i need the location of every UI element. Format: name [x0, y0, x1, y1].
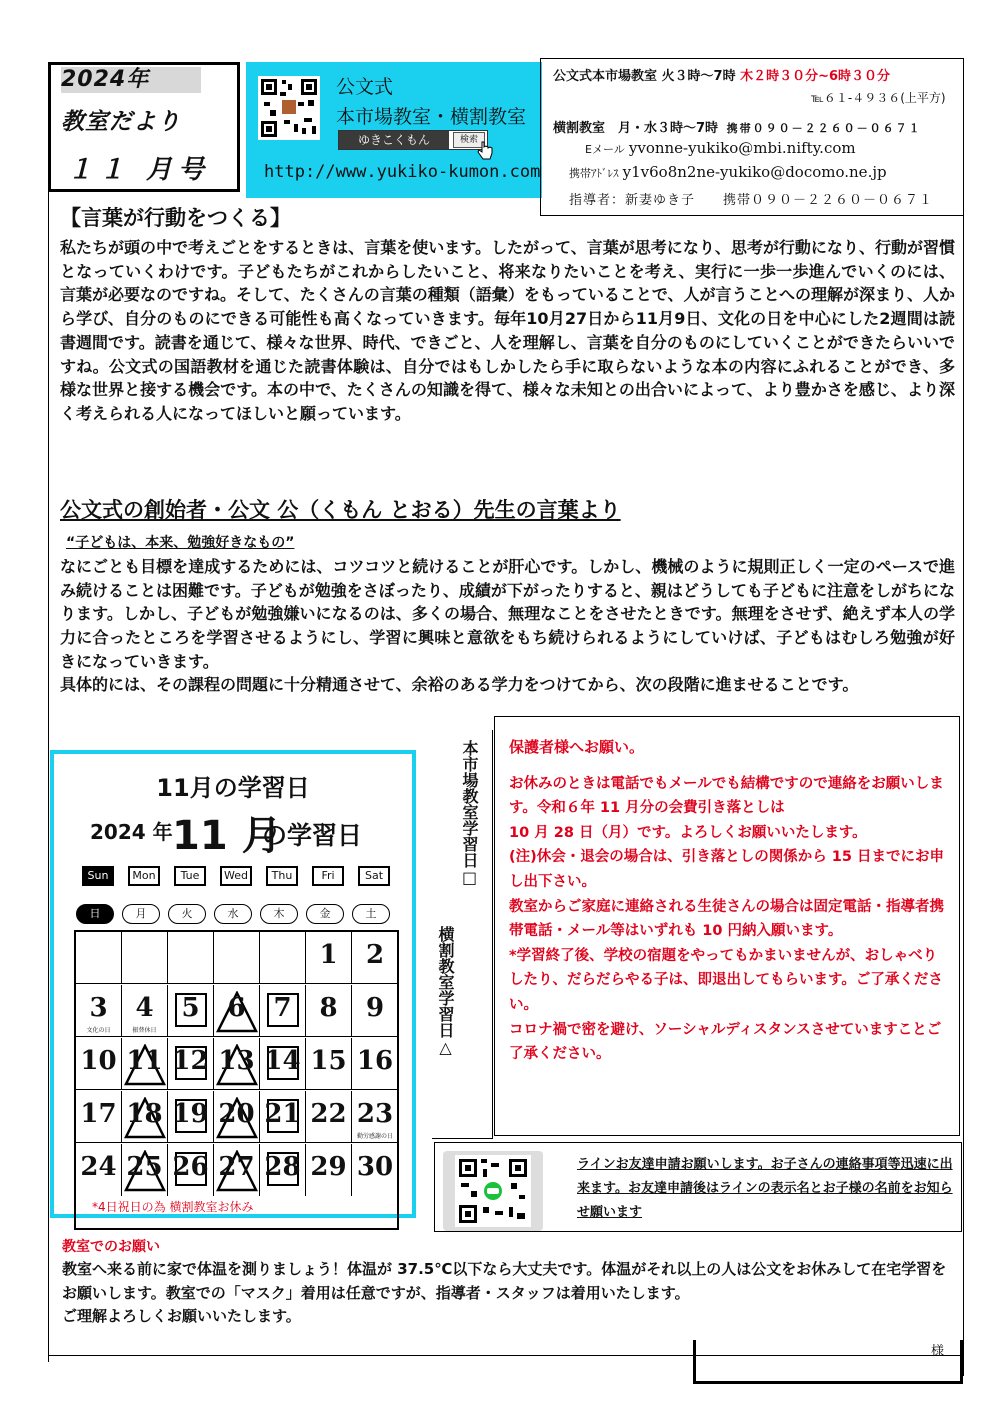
calendar-day-cell — [306, 1091, 352, 1143]
notice-contact-fee: 教室からご家庭に連絡される生徒さんの場合は固定電話・指導者携帯電話・メール等はいずれも 10 円納入願います。 — [509, 898, 944, 940]
calendar-day-number: 20 — [218, 1099, 255, 1129]
calendar-day-number: 11 — [126, 1046, 163, 1076]
email-label: Eメール — [585, 143, 625, 156]
info-line-honichiba — [553, 65, 890, 84]
calendar-day-cell — [214, 985, 260, 1037]
classroom-request-closing: ご理解よろしくお願いいたします。 — [62, 1307, 301, 1325]
calendar-day-number: 6 — [227, 993, 246, 1023]
weekday-en: Fri — [312, 866, 344, 886]
calendar-day-cell — [76, 1091, 122, 1143]
calendar-day-number: 25 — [126, 1152, 163, 1182]
calendar-day-number: 3 — [89, 993, 108, 1023]
calendar-day-cell — [168, 1091, 214, 1143]
calendar-day-number: 2 — [365, 940, 385, 970]
calendar-day-number: 1 — [319, 940, 338, 970]
weekday-en: Sat — [358, 866, 390, 886]
calendar-day-number: 10 — [80, 1046, 117, 1076]
brand-box — [246, 62, 542, 198]
title-name: 教室だより — [61, 109, 181, 135]
brand-classrooms: 本市場教室・横割教室 — [336, 106, 527, 128]
calendar-day-cell — [352, 1144, 398, 1196]
mobile-address[interactable]: y1v6o8n2ne-yukiko@docomo.ne.jp — [622, 163, 887, 181]
calendar-day-number: 18 — [126, 1099, 163, 1129]
classroom-info-box — [540, 58, 964, 216]
calendar-day-cell — [260, 1144, 306, 1196]
calendar-day-number: 13 — [218, 1046, 255, 1076]
notice-homework: *学習終了後、学校の宿題をやってもかまいませんが、おしゃべりしたり、だらだらやる子は、即退出してもらいます。ご了承ください。 — [509, 947, 943, 1013]
search-button[interactable]: 検索 — [453, 132, 485, 148]
title-issue: １１ 月号 — [67, 155, 211, 185]
line-invite-text: ラインお友達申請お願いします。お子さんの連絡事項等迅速に出来ます。お友達申請後はラインの表示名とお子様の名前をお知らせ願います — [577, 1157, 953, 1220]
line-qr-code-icon[interactable] — [455, 1155, 531, 1227]
right-border-rule — [963, 216, 964, 1376]
calendar-day-number: 22 — [310, 1099, 347, 1129]
calendar-day-cell — [260, 1091, 306, 1143]
calendar-month-suffix: の学習日 — [262, 821, 363, 850]
calendar-day-number: 17 — [80, 1099, 117, 1129]
weekday-en: Wed — [220, 866, 252, 886]
calendar-day-number: 16 — [356, 1046, 394, 1076]
calendar-day-cell — [306, 1038, 352, 1090]
calendar-day-cell — [168, 932, 214, 984]
honichiba-hours: 公文式本市場教室 火３時～7時 — [553, 69, 736, 84]
calendar-day-cell — [306, 985, 352, 1037]
calendar-day-cell — [306, 1144, 352, 1196]
study-day-legend — [432, 730, 493, 1139]
line-invite-box — [434, 1142, 962, 1232]
calendar-day-cell — [260, 1038, 306, 1090]
search-bar[interactable] — [338, 130, 488, 150]
newsletter-title-box — [48, 62, 240, 192]
weekday-jp: 金 — [306, 904, 344, 924]
holiday-note: 勤労感謝の日 — [356, 1133, 393, 1140]
legend-yokowari: 横割教室学習日△ — [436, 926, 455, 1057]
calendar-day-cell — [214, 932, 260, 984]
mobile-address-label: 携帯ｱﾄﾞﾚｽ — [569, 167, 619, 180]
calendar-day-cell — [76, 1038, 122, 1090]
parents-notice-box — [494, 716, 960, 1136]
article2-body2: 具体的には、その課程の問題に十分精通させて、余裕のある学力をつけてから、次の段階に進ませることです。 — [60, 675, 859, 694]
calendar-day-number: 29 — [310, 1152, 347, 1182]
calendar-day-cell — [214, 1144, 260, 1196]
info-email — [585, 139, 856, 157]
calendar-frame — [50, 750, 416, 1218]
name-box — [693, 1340, 963, 1384]
title-year: 2024年 — [61, 67, 201, 93]
calendar-month: 11 月 — [172, 813, 282, 859]
article1-heading: 【言葉が行動をつくる】 — [60, 206, 291, 230]
calendar-day-cell — [352, 932, 398, 984]
calendar-day-cell — [214, 1038, 260, 1090]
calendar-day-number: 14 — [264, 1046, 301, 1076]
weekday-jp: 土 — [352, 904, 390, 924]
pointer-hand-icon — [477, 141, 493, 161]
calendar-day-cell — [306, 932, 352, 984]
article1-body: 私たちが頭の中で考えごとをするときは、言葉を使います。したがって、言葉が思考になり、思考が行動になり、行動が習慣となっていくわけです。子どもたちがこれからしたいこと、将来なりたいことを考え、実行に一歩一歩進んでいくのには、言葉が必要なのですね。そして、たくさんの言葉の種類（語彙）をもっていることで、人が言うことへの理解が深まり、人から学び、自分のものにできる可能性も高くなっていきます。毎年10月27日から11月9日、文化の日を中心にした2週間は読書週間です。読書を通じて、様々な世界、時代、できごと、人を理解し、言葉を自分のものにしていくことができたらいいですね。公文式の国語教材を通じた読書体験は、自分ではもしかしたら手に取らないような本の内容にふれることができ、多様な世界と接する機会です。本の中で、たくさんの知識を得て、様々な未知との出合いによって、より豊かさを感じ、より深く考えられる人になってほしいと願っています。 — [60, 238, 955, 423]
weekday-row-jp — [74, 904, 404, 926]
calendar-day-number: 8 — [319, 993, 338, 1023]
calendar-grid — [74, 930, 399, 1230]
calendar-footnote: *4日祝日の為 横割教室お休み — [92, 1200, 254, 1214]
calendar-day-cell — [168, 1144, 214, 1196]
info-tel: ℡６１-４９３６(上平方) — [811, 91, 946, 105]
notice-payment-date: 10 月 28 日（月）です。よろしくお願いいたします。 — [509, 824, 867, 841]
calendar-day-number: 28 — [264, 1152, 301, 1182]
calendar-day-cell — [352, 1091, 398, 1143]
calendar-title: 11月の学習日 — [156, 774, 310, 802]
calendar-day-cell — [122, 1038, 168, 1090]
weekday-row-en — [82, 866, 398, 888]
info-line-yokowari — [553, 117, 922, 136]
weekday-en: Tue — [174, 866, 206, 886]
calendar-day-cell — [122, 1144, 168, 1196]
weekday-jp: 月 — [122, 904, 160, 924]
calendar-day-number: 4 — [135, 993, 154, 1023]
notice-title: 保護者様へお願い。 — [509, 738, 645, 756]
parents-notice-body — [509, 735, 951, 1067]
honichiba-thursday-hours: 木２時３０分~6時３０分 — [740, 69, 891, 84]
weekday-en: Mon — [128, 866, 160, 886]
legend-honichiba: 本市場教室学習日□ — [460, 740, 479, 887]
calendar-day-number: 30 — [356, 1152, 394, 1182]
weekday-en: Thu — [266, 866, 298, 886]
calendar-day-cell — [352, 1038, 398, 1090]
calendar-day-cell — [260, 985, 306, 1037]
classroom-request-body — [62, 1258, 957, 1329]
calendar-day-number: 26 — [172, 1152, 209, 1182]
calendar-day-number: 5 — [181, 993, 200, 1023]
classroom-request-text: 教室へ来る前に家で体温を測りましょう！体温が 37.5℃以下なら大丈夫です。体温がそれ以上の人は公文をお休みして在宅学習をお願いします。教室での「マスク」着用は任意ですが、指導者・スタッフは着用いたします。 — [62, 1260, 947, 1302]
calendar-day-number: 7 — [273, 993, 292, 1023]
calendar-day-cell — [122, 985, 168, 1037]
info-instructor: 指導者：新妻ゆき子 携帯０９０－２２６０－０６７１ — [569, 193, 934, 208]
calendar-day-cell — [168, 985, 214, 1037]
calendar-day-number: 15 — [310, 1046, 347, 1076]
calendar-day-number: 27 — [218, 1152, 255, 1182]
calendar-day-number: 12 — [172, 1046, 209, 1076]
calendar-day-cell — [122, 932, 168, 984]
article2-quote: “子どもは、本来、勉強好きなもの” — [66, 535, 295, 551]
calendar-day-cell — [76, 932, 122, 984]
calendar-day-cell — [76, 985, 122, 1037]
holiday-note: 文化の日 — [86, 1027, 111, 1034]
brand-kumon: 公文式 — [336, 76, 394, 98]
calendar-day-cell — [168, 1038, 214, 1090]
calendar-day-number: 19 — [172, 1099, 209, 1129]
yokowari-mobile: 携帯０９０－２２６０－０６７１ — [726, 122, 922, 135]
calendar-day-cell — [76, 1144, 122, 1196]
line-qr-frame — [443, 1151, 543, 1231]
info-mobile-address — [569, 163, 887, 181]
search-term: ゆきこくもん — [339, 131, 449, 149]
calendar-day-cell — [260, 932, 306, 984]
yokowari-hours: 横割教室 月・水３時～7時 — [553, 121, 719, 136]
weekday-jp: 日 — [76, 904, 114, 924]
qr-code-icon[interactable] — [258, 76, 320, 140]
sama-label: 様 — [930, 1344, 944, 1359]
notice-distance: コロナ禍で密を避け、ソーシャルディスタンスさせていますことご了承ください。 — [509, 1021, 942, 1063]
article2-heading: 公文式の創始者・公文 公（くもん とおる）先生の言葉より — [60, 498, 621, 522]
calendar-day-cell — [122, 1091, 168, 1143]
calendar-day-cell — [352, 985, 398, 1037]
email-address[interactable]: yvonne-yukiko@mbi.nifty.com — [628, 139, 856, 157]
calendar-day-number: 24 — [80, 1152, 117, 1182]
classroom-request-title: 教室でのお願い — [62, 1239, 160, 1255]
calendar-year: 2024 年 — [90, 820, 173, 844]
calendar-day-number: 21 — [264, 1099, 301, 1129]
calendar-day-number: 9 — [365, 993, 385, 1023]
website-url[interactable]: http://www.yukiko-kumon.com — [264, 162, 541, 182]
weekday-jp: 木 — [260, 904, 298, 924]
left-border-rule — [48, 192, 49, 1362]
weekday-en: Sun — [82, 866, 114, 886]
weekday-jp: 火 — [168, 904, 206, 924]
notice-payment: お休みのときは電話でもメールでも結構ですので連絡をお願いします。令和６年 11 月分の会費引き落としは — [509, 775, 944, 817]
holiday-note: 振替休日 — [132, 1027, 157, 1034]
weekday-jp: 水 — [214, 904, 252, 924]
calendar-day-number: 23 — [356, 1099, 394, 1129]
article2-body: なにごとも目標を達成するためには、コツコツと続けることが肝心です。しかし、機械のように規則正しく一定のペースで進み続けることは困難です。子どもが勉強をさぼったり、成績が下がったりすると、親はどうしても子どもに注意をしがちになります。しかし、子どもが勉強嫌いになるのは、多くの場合、無理なことをさせたときです。無理をさせず、絶えず本人の学力に合ったところを学習させるようにし、学習に興味と意欲をもち続けられるようにしていけば、子どもはむしろ勉強が好きになっていきます。 — [60, 557, 955, 671]
notice-withdrawal: (注)休会・退会の場合は、引き落としの関係から 15 日までにお申し出下さい。 — [509, 849, 945, 890]
calendar-day-cell — [214, 1091, 260, 1143]
